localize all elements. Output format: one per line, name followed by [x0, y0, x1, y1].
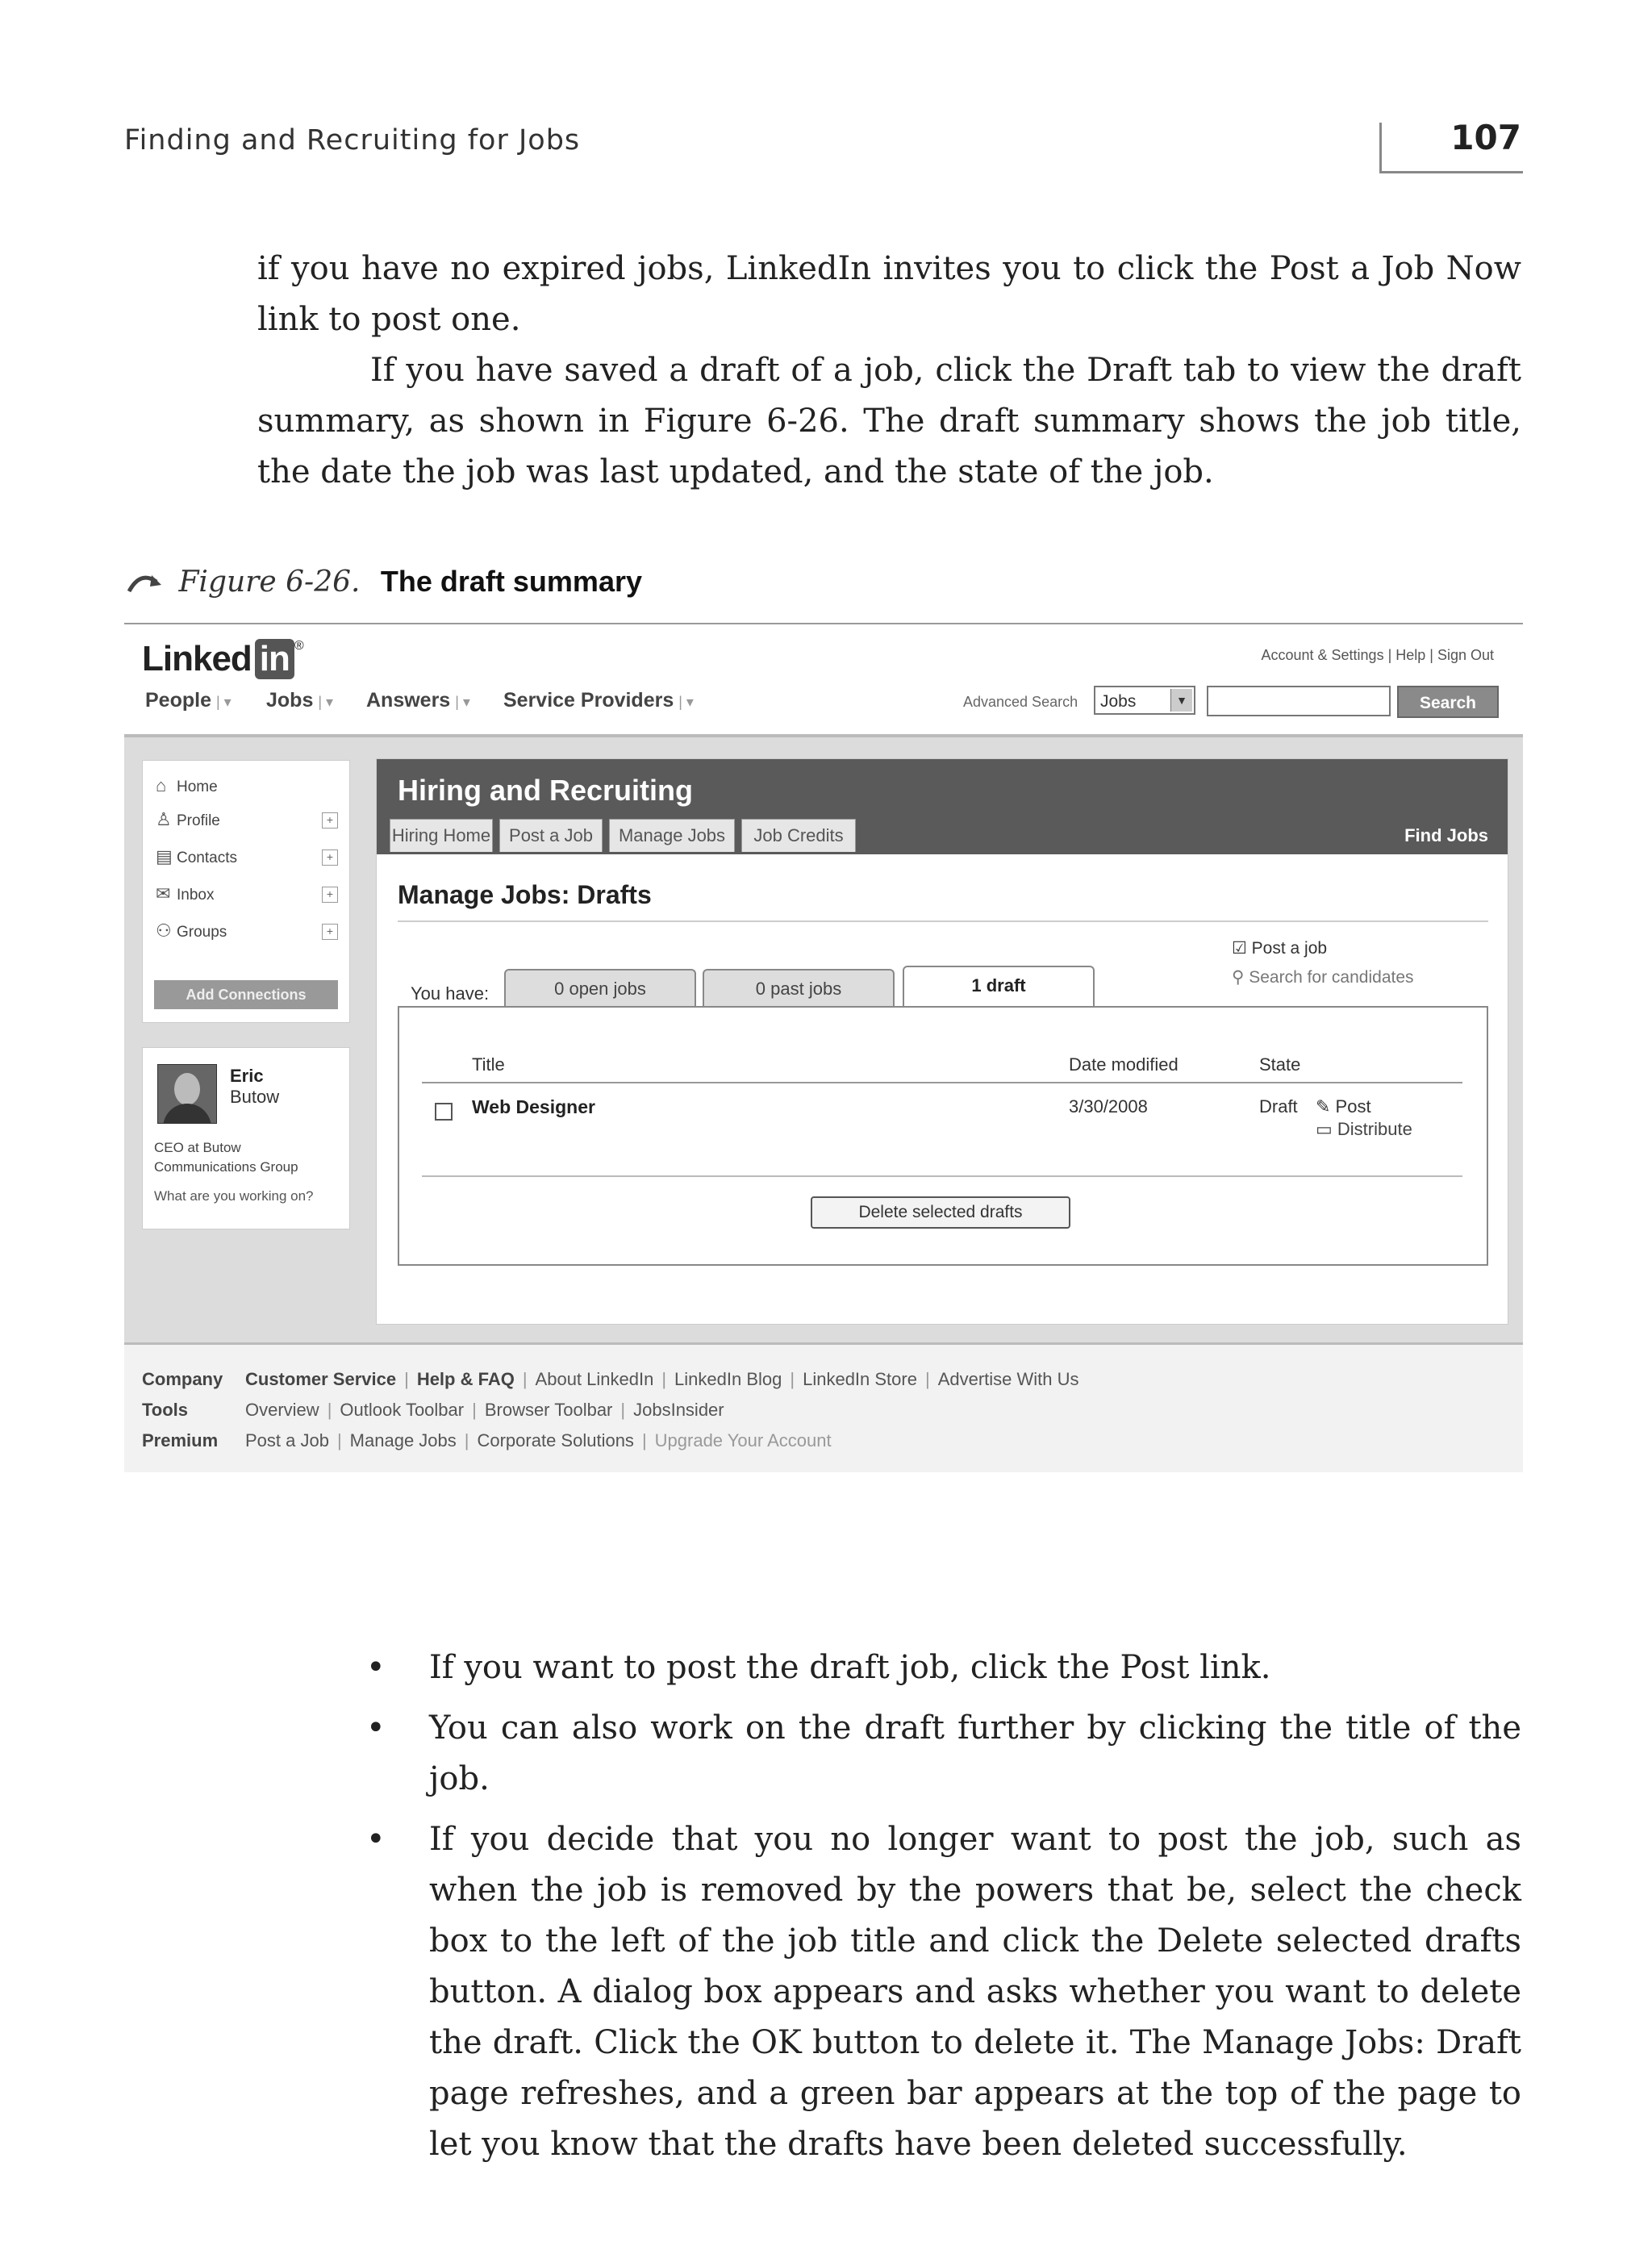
footer-link[interactable]: Overview: [245, 1400, 319, 1420]
footer-row-company: Company Customer Service | Help & FAQ | About LinkedIn | LinkedIn Blog | LinkedIn Store | Advertise With Us: [142, 1369, 1079, 1389]
status-prompt[interactable]: What are you working on?: [154, 1188, 314, 1204]
footer-link[interactable]: LinkedIn Store: [803, 1369, 917, 1389]
home-icon: ⌂: [156, 775, 167, 795]
search-candidates-label: Search for candidates: [1249, 968, 1414, 987]
nav-jobs[interactable]: [266, 689, 333, 712]
nav-answers-label: Answers: [366, 689, 451, 712]
post-label: Post: [1335, 1096, 1371, 1117]
sidebar-item-label: Contacts: [177, 849, 237, 866]
logo-text: Linked: [142, 639, 252, 678]
nav-people[interactable]: [145, 689, 232, 712]
bullet-list: [366, 1642, 1521, 2180]
dropdown-arrow-icon: | ▾: [455, 694, 470, 710]
distribute-link[interactable]: [1316, 1119, 1412, 1140]
expand-icon[interactable]: +: [322, 924, 338, 940]
delete-selected-drafts-button[interactable]: Delete selected drafts: [811, 1196, 1070, 1229]
main-panel: [376, 758, 1508, 1325]
footer-link[interactable]: Corporate Solutions: [477, 1430, 634, 1450]
column-header-title: Title: [472, 1054, 505, 1075]
header-rule: [422, 1082, 1462, 1083]
profile-headline: CEO at Butow Communications Group: [154, 1140, 298, 1175]
distribute-label: Distribute: [1337, 1119, 1412, 1139]
footer-link[interactable]: Outlook Toolbar: [340, 1400, 465, 1420]
page-number-rule-horizontal: [1379, 171, 1523, 173]
avatar[interactable]: [157, 1064, 217, 1124]
advanced-search-link[interactable]: Advanced Search: [963, 694, 1078, 710]
footer-link[interactable]: Post a Job: [245, 1430, 329, 1450]
tab-open-jobs[interactable]: 0 open jobs: [504, 969, 696, 1006]
tab-job-credits[interactable]: Job Credits: [741, 819, 856, 852]
search-type-value: Jobs: [1100, 692, 1137, 711]
post-a-job-label: Post a job: [1251, 939, 1328, 958]
groups-icon: ⚇: [156, 920, 172, 941]
footer-label-tools: Tools: [142, 1400, 189, 1420]
list-item: [366, 1642, 1521, 1693]
footer-link[interactable]: About LinkedIn: [535, 1369, 654, 1389]
running-head: Finding and Recruiting for Jobs: [124, 124, 581, 157]
dropdown-arrow-icon: | ▾: [318, 694, 334, 710]
tab-post-a-job[interactable]: Post a Job: [499, 819, 603, 852]
footer-link[interactable]: Upgrade Your Account: [654, 1430, 832, 1450]
profile-icon: ♙: [156, 809, 172, 829]
you-have-label: You have:: [411, 983, 490, 1004]
nav-answers[interactable]: [366, 689, 470, 712]
page-number-rule-vertical: [1379, 123, 1382, 173]
find-jobs-link[interactable]: Find Jobs: [1404, 825, 1488, 845]
expand-icon[interactable]: +: [322, 849, 338, 866]
row-rule: [422, 1175, 1462, 1177]
footer-link[interactable]: LinkedIn Blog: [674, 1369, 782, 1389]
logo-registered-mark: ®: [294, 639, 303, 653]
caption-rule: [124, 623, 1523, 624]
footer-link[interactable]: Browser Toolbar: [484, 1400, 613, 1420]
sidebar-item-label: Groups: [177, 924, 227, 941]
list-item: [366, 1814, 1521, 2170]
drafts-table: [398, 1006, 1488, 1266]
search-type-select[interactable]: [1094, 686, 1195, 715]
footer-link[interactable]: Customer Service: [245, 1369, 397, 1389]
search-button[interactable]: Search: [1397, 686, 1499, 718]
page-title: Manage Jobs: Drafts: [398, 880, 652, 909]
list-item-text: If you decide that you no longer want to post the job, such as when the job is removed by the powers that be, select the check box to the left of the job title and click the Delete selected drafts button. A dialog box appears and asks whether you want to delete the draft. Click the OK button to delete it. The Manage Jobs: Draft page refreshes, and a green bar appears at the top of the page to let you know that the drafts have been deleted successfully.: [429, 1821, 1521, 2163]
add-connections-button[interactable]: Add Connections: [154, 980, 338, 1009]
list-item-text: You can also work on the draft further by clicking the title of the job.: [429, 1709, 1521, 1797]
footer-label-premium: Premium: [142, 1430, 219, 1450]
chevron-down-icon: ▼: [1170, 689, 1192, 712]
profile-first-name[interactable]: Eric: [230, 1066, 264, 1086]
sidebar-item-label: Home: [177, 778, 218, 795]
sidebar-item-contacts[interactable]: [156, 846, 237, 867]
footer-row-tools: Tools Overview | Outlook Toolbar | Browser Toolbar | JobsInsider: [142, 1400, 724, 1420]
left-sidebar: [142, 760, 350, 1023]
profile-last-name[interactable]: Butow: [230, 1087, 280, 1107]
sidebar-item-label: Profile: [177, 812, 220, 829]
nav-service-providers-label: Service Providers: [503, 689, 674, 712]
hiring-title: Hiring and Recruiting: [398, 774, 694, 807]
job-title-link[interactable]: Web Designer: [472, 1096, 595, 1117]
bullet-icon: •: [366, 1649, 386, 1686]
list-item-text: If you want to post the draft job, click the Post link.: [429, 1649, 1271, 1686]
post-job-icon: ☑: [1232, 939, 1252, 958]
expand-icon[interactable]: +: [322, 812, 338, 829]
sidebar-item-label: Inbox: [177, 887, 215, 904]
nav-service-providers[interactable]: [503, 689, 694, 712]
figure-caption: [124, 565, 642, 602]
figure-arrow-icon: [124, 567, 165, 602]
search-input[interactable]: [1207, 686, 1391, 716]
footer-link[interactable]: Advertise With Us: [937, 1369, 1079, 1389]
job-date-modified: 3/30/2008: [1069, 1096, 1148, 1117]
dropdown-arrow-icon: | ▾: [215, 694, 232, 710]
inbox-icon: ✉: [156, 883, 171, 904]
footer-link[interactable]: JobsInsider: [633, 1400, 724, 1420]
column-header-date: Date modified: [1069, 1054, 1179, 1075]
dropdown-arrow-icon: | ▾: [678, 694, 694, 710]
footer-link[interactable]: Manage Jobs: [349, 1430, 457, 1450]
footer-link[interactable]: Help & FAQ: [416, 1369, 515, 1389]
profile-card: [142, 1047, 350, 1229]
body-paragraph-2: If you have saved a draft of a job, click the Draft tab to view the draft summary, as shown in Figure 6-26. The draft summary shows the job title, the date the job was last updated, and the state of the job.: [257, 352, 1521, 490]
title-rule: [398, 920, 1488, 922]
account-links[interactable]: Account & Settings | Help | Sign Out: [1261, 647, 1494, 663]
column-header-state: State: [1259, 1054, 1301, 1075]
page-number: 107: [1450, 118, 1521, 157]
list-item: [366, 1703, 1521, 1805]
bullet-icon: •: [366, 1709, 386, 1747]
tab-hiring-home[interactable]: Hiring Home: [390, 819, 493, 852]
search-icon: ⚲: [1232, 968, 1249, 987]
hiring-header: [377, 759, 1508, 854]
post-a-job-link[interactable]: [1232, 938, 1327, 958]
sidebar-item-profile[interactable]: [156, 809, 220, 830]
tab-manage-jobs[interactable]: Manage Jobs: [609, 819, 735, 852]
tab-drafts[interactable]: 1 draft: [903, 966, 1095, 1006]
screenshot-figure: [124, 629, 1523, 1472]
edit-icon: ✎: [1316, 1096, 1336, 1117]
distribute-icon: ▭: [1316, 1119, 1337, 1139]
footer-row-premium: Premium Post a Job | Manage Jobs | Corporate Solutions | Upgrade Your Account: [142, 1430, 832, 1450]
tab-past-jobs[interactable]: 0 past jobs: [703, 969, 895, 1006]
figure-label: Figure 6-26.: [178, 566, 361, 599]
site-footer: [124, 1342, 1523, 1472]
job-state: Draft: [1259, 1096, 1298, 1117]
linkedin-logo[interactable]: [142, 639, 303, 679]
nav-jobs-label: Jobs: [266, 689, 314, 712]
footer-label-company: Company: [142, 1369, 223, 1389]
sidebar-item-home[interactable]: [156, 775, 218, 796]
figure-title: The draft summary: [380, 565, 642, 598]
expand-icon[interactable]: +: [322, 887, 338, 903]
nav-people-label: People: [145, 689, 211, 712]
contacts-icon: ▤: [156, 846, 173, 866]
sidebar-item-inbox[interactable]: [156, 883, 214, 904]
post-link[interactable]: [1316, 1096, 1371, 1117]
sidebar-item-groups[interactable]: [156, 920, 227, 941]
logo-in-badge: in: [255, 639, 294, 679]
row-checkbox[interactable]: [435, 1103, 453, 1121]
search-candidates-link[interactable]: [1232, 967, 1414, 987]
bullet-icon: •: [366, 1821, 386, 1858]
body-paragraph-1: if you have no expired jobs, LinkedIn invites you to click the Post a Job Now link to post one.: [257, 250, 1521, 338]
